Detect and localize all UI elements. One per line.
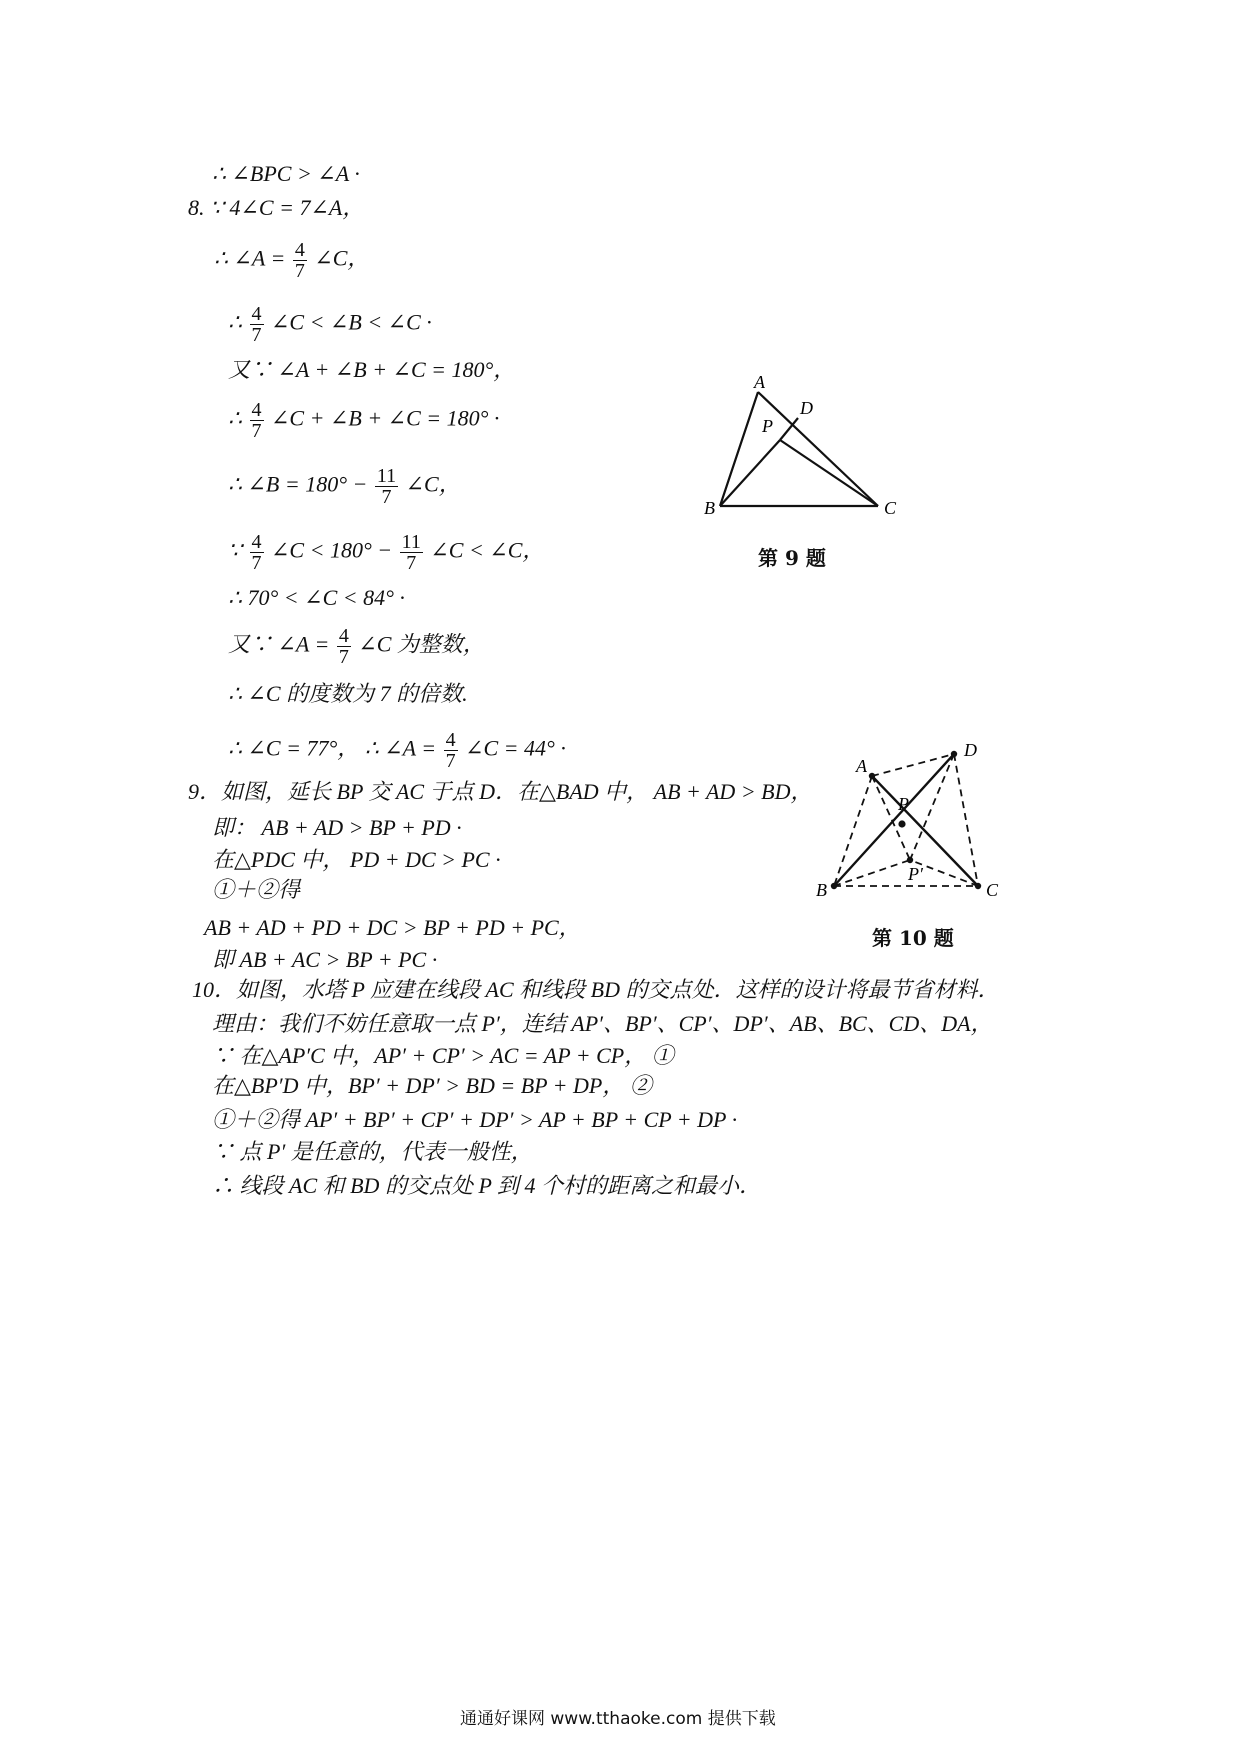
segment-ad xyxy=(872,754,954,776)
point-p xyxy=(898,820,905,827)
segment-ac xyxy=(758,392,878,506)
line-5: 又∵ ∠A + ∠B + ∠C = 180°， xyxy=(228,357,516,382)
line-17: AB + AD + PD + DC > BP + PD + PC， xyxy=(204,915,581,940)
line-4: ∴ $\frac{4}{7}$ ∠C < ∠B < ∠C · xyxy=(228,303,432,346)
label-p: P xyxy=(762,416,773,436)
line-7: ∴ ∠B = 180° − $\frac{11}{7}$ ∠C， xyxy=(228,465,461,508)
label-c: C xyxy=(986,880,999,900)
label-a: A xyxy=(754,372,765,392)
line-9: ∴ 70° < ∠C < 84° · xyxy=(228,585,405,610)
line-1: ∴ ∠BPC > ∠A · xyxy=(212,161,360,186)
label-d: D xyxy=(964,740,977,760)
line-22: 在△BP′D 中，BP′ + DP′ > BD = BP + DP， ② xyxy=(212,1073,652,1098)
label-p-prime: P′ xyxy=(908,864,923,884)
line-14: 即： AB + AD > BP + PD · xyxy=(212,815,462,840)
segment-ac xyxy=(872,776,978,886)
segment-pc xyxy=(780,440,878,506)
fraction: $\frac{4}{7}$ xyxy=(251,303,262,346)
label-a: A xyxy=(856,756,867,776)
line-21: ∵ 在△AP′C 中，AP′ + CP′ > AC = AP + CP， ① xyxy=(212,1043,674,1068)
fraction: $\frac{4}{7}$ xyxy=(294,239,305,282)
label-b: B xyxy=(816,880,827,900)
label-b: B xyxy=(704,498,715,518)
line-8: ∵ $\frac{4}{7}$ ∠C < 180° − $\frac{11}{7}$ ∠C < ∠C， xyxy=(228,531,545,574)
segment-dpp xyxy=(910,754,954,860)
fraction: $\frac{4}{7}$ xyxy=(445,729,456,772)
segment-ab xyxy=(720,392,758,506)
line-13: 9．如图，延长 BP 交 AC 于点 D．在△BAD 中， AB + AD > BD， xyxy=(188,779,813,804)
line-25: ∴ 线段 AC 和 BD 的交点处 P 到 4 个村的距离之和最小． xyxy=(212,1173,761,1198)
line-23: ①＋②得 AP′ + BP′ + CP′ + DP′ > AP + BP + CP + DP · xyxy=(212,1107,738,1132)
point-b xyxy=(831,883,837,889)
line-2: 8. ∵ 4∠C = 7∠A， xyxy=(188,195,365,220)
fraction: $\frac{4}{7}$ xyxy=(338,625,349,668)
line-18: 即 AB + AC > BP + PC · xyxy=(212,947,438,972)
segment-ab xyxy=(834,776,872,886)
line-19: 10．如图，水塔 P 应建在线段 AC 和线段 BD 的交点处．这样的设计将最节省材料． xyxy=(192,977,1000,1002)
figure-10-caption: 第 10 题 xyxy=(872,926,954,950)
point-a xyxy=(869,773,875,779)
line-15: 在△PDC 中， PD + DC > PC · xyxy=(212,847,501,872)
line-16: ①＋②得 xyxy=(212,877,301,902)
label-d: D xyxy=(800,398,813,418)
line-12: ∴ ∠C = 77°， ∴ ∠A = $\frac{4}{7}$ ∠C = 44° · xyxy=(228,729,566,772)
line-24: ∵ 点 P′ 是任意的，代表一般性， xyxy=(212,1139,533,1164)
fraction: $\frac{4}{7}$ xyxy=(251,399,262,442)
figure-9-triangle xyxy=(690,370,920,520)
segment-bp xyxy=(720,440,780,506)
fraction: $\frac{11}{7}$ xyxy=(401,531,421,574)
fraction: $\frac{11}{7}$ xyxy=(376,465,397,508)
line-6: ∴ $\frac{4}{7}$ ∠C + ∠B + ∠C = 180° · xyxy=(228,399,500,442)
point-c xyxy=(975,883,981,889)
point-p-prime xyxy=(907,857,913,863)
point-d xyxy=(951,751,957,757)
label-c: C xyxy=(884,498,897,518)
figure-10-quadrilateral xyxy=(806,736,1026,906)
line-11: ∴ ∠C 的度数为 7 的倍数. xyxy=(228,681,468,706)
fraction: $\frac{4}{7}$ xyxy=(251,531,262,574)
page-footer: 通通好课网 www.tthaoke.com 提供下载 xyxy=(460,1709,776,1729)
line-10: 又∵ ∠A = $\frac{4}{7}$ ∠C 为整数， xyxy=(228,625,485,668)
line-20: 理由：我们不妨任意取一点 P′，连结 AP′、BP′、CP′、DP′、AB、BC、CD、DA， xyxy=(212,1011,993,1036)
line-3: ∴ ∠A = $\frac{4}{7}$ ∠C， xyxy=(214,239,370,282)
label-p: P xyxy=(898,794,909,814)
figure-9-caption: 第 9 题 xyxy=(758,546,826,570)
segment-app xyxy=(872,776,910,860)
